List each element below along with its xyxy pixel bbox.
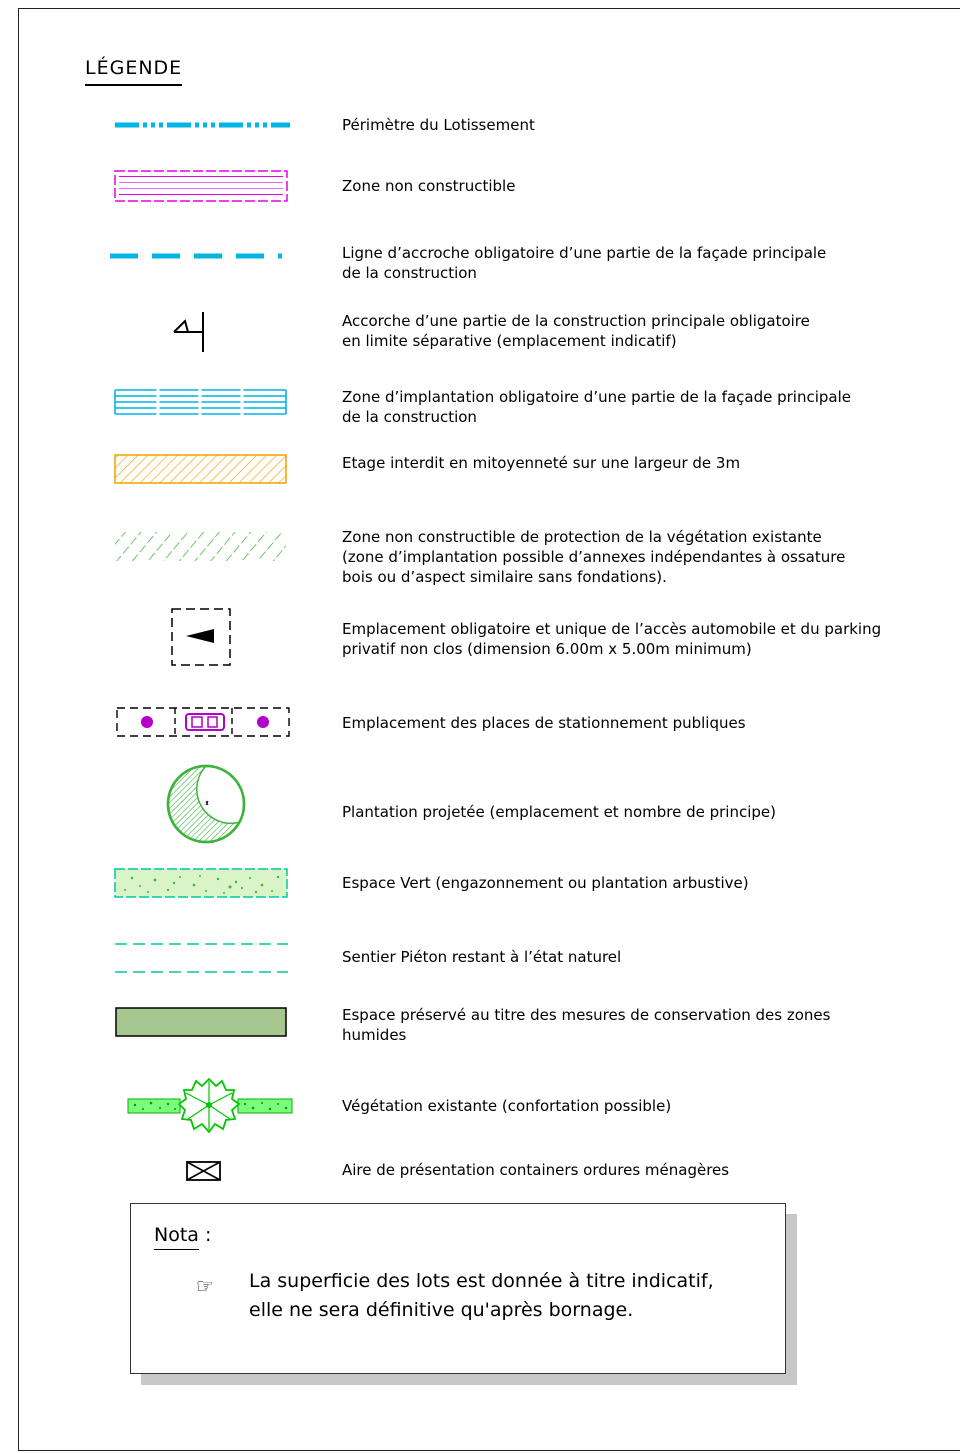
legend-text: Zone non constructible bbox=[342, 177, 516, 195]
legend-text: Sentier Piéton restant à l’état naturel bbox=[342, 948, 622, 966]
forbidden-floor-hatch-icon bbox=[110, 453, 290, 485]
legend-text: Aire de présentation containers ordures ménagères bbox=[342, 1161, 730, 1179]
perimeter-line-icon bbox=[110, 120, 290, 130]
legend-text: Plantation projetée (emplacement et nombre de principe) bbox=[342, 803, 776, 821]
legend-text: Etage interdit en mitoyenneté sur une largeur de 3m bbox=[342, 454, 741, 472]
boundary-attachment-icon bbox=[110, 311, 290, 353]
green-space-icon bbox=[110, 866, 290, 900]
vehicle-access-icon bbox=[110, 605, 290, 669]
legend-text: Zone non constructible de protection de la végétation existante (zone d’implantation possible d’annexes indépendantes à ossature bois ou d’aspect similaire sans fondations). bbox=[342, 528, 846, 586]
nota-text: La superficie des lots est donnée à titre indicatif, elle ne sera définitive qu'après bornage. bbox=[249, 1270, 714, 1321]
wetland-preserved-icon bbox=[110, 1007, 290, 1039]
legend-text: Zone d’implantation obligatoire d’une partie de la façade principale de la construction bbox=[342, 388, 851, 426]
legend-title: LÉGENDE bbox=[85, 57, 182, 86]
nota-box bbox=[130, 1203, 786, 1374]
existing-vegetation-icon bbox=[110, 1075, 290, 1137]
mandatory-implantation-zone-icon bbox=[110, 387, 290, 419]
nota-title: Nota : bbox=[154, 1224, 211, 1246]
non-buildable-zone-icon bbox=[110, 168, 290, 204]
waste-containers-icon bbox=[110, 1160, 290, 1184]
footpath-icon bbox=[110, 936, 290, 978]
mandatory-facade-line-icon bbox=[110, 251, 290, 261]
projected-planting-icon bbox=[110, 760, 290, 850]
legend-text: Accorche d’une partie de la construction principale obligatoire en limite séparative (emplacement indicatif) bbox=[342, 312, 810, 350]
pointing-hand-icon: ☞ bbox=[196, 1274, 214, 1298]
legend-text: Végétation existante (confortation possible) bbox=[342, 1097, 672, 1115]
legend-text: Ligne d’accroche obligatoire d’une partie de la façade principale de la construction bbox=[342, 244, 827, 282]
legend-text: Périmètre du Lotissement bbox=[342, 116, 535, 134]
vegetation-protection-hatch-icon bbox=[110, 531, 290, 563]
legend-text: Espace préservé au titre des mesures de conservation des zones humides bbox=[342, 1006, 831, 1044]
legend-text: Emplacement des places de stationnement publiques bbox=[342, 714, 746, 732]
public-parking-icon bbox=[110, 705, 290, 739]
car-icon bbox=[186, 714, 224, 730]
legend-text: Emplacement obligatoire et unique de l’accès automobile et du parking privatif non clos (dimension 6.00m x 5.00m minimum) bbox=[342, 620, 882, 658]
legend-text: Espace Vert (engazonnement ou plantation arbustive) bbox=[342, 874, 749, 892]
